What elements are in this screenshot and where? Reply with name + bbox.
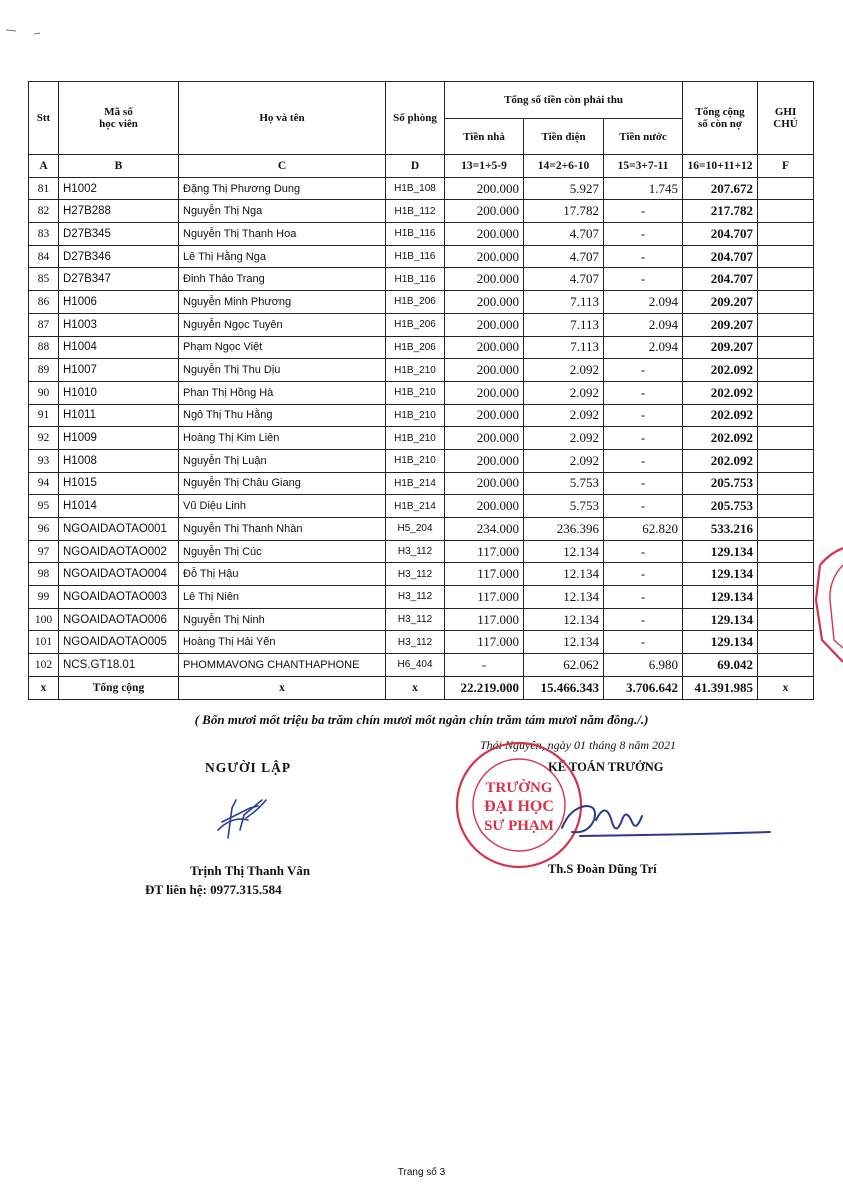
row-stt: 82 [29, 200, 59, 223]
row-tien-dien: 7.113 [524, 313, 604, 336]
row-tien-nuoc: - [604, 495, 683, 518]
row-tien-dien: 4.707 [524, 268, 604, 291]
row-code: D27B347 [59, 268, 179, 291]
row-room: H1B_112 [386, 200, 445, 223]
row-tong-cong: 209.207 [683, 336, 758, 359]
row-code: NCS.GT18.01 [59, 654, 179, 677]
row-name: Ngô Thị Thu Hằng [179, 404, 386, 427]
row-tien-nuoc: 2.094 [604, 291, 683, 314]
row-room: H1B_108 [386, 177, 445, 200]
row-tien-nha: 200.000 [445, 245, 524, 268]
row-tien-dien: 236.396 [524, 518, 604, 541]
row-tien-nuoc: - [604, 586, 683, 609]
row-tien-nuoc: - [604, 223, 683, 246]
page-footer: Trang số 3 [397, 1167, 446, 1178]
row-tong-cong: 202.092 [683, 404, 758, 427]
row-tong-cong: 129.134 [683, 563, 758, 586]
row-tien-nha: 117.000 [445, 586, 524, 609]
scan-marks [6, 30, 40, 34]
row-stt: 88 [29, 336, 59, 359]
row-stt: 98 [29, 563, 59, 586]
row-code: H1010 [59, 381, 179, 404]
header-tien-nha: Tiền nhà [445, 119, 524, 155]
row-code: H1009 [59, 427, 179, 450]
row-tong-cong: 205.753 [683, 472, 758, 495]
index-cell: A [29, 155, 59, 178]
row-room: H1B_210 [386, 427, 445, 450]
row-code: H27B288 [59, 200, 179, 223]
row-code: NGOAIDAOTAO003 [59, 586, 179, 609]
row-tong-cong: 204.707 [683, 223, 758, 246]
row-tien-dien: 5.927 [524, 177, 604, 200]
row-code: NGOAIDAOTAO006 [59, 608, 179, 631]
row-name: Đặng Thị Phương Dung [179, 177, 386, 200]
row-room: H1B_214 [386, 495, 445, 518]
row-stt: 93 [29, 449, 59, 472]
row-tien-nuoc: - [604, 631, 683, 654]
row-code: NGOAIDAOTAO001 [59, 518, 179, 541]
row-tong-cong: 207.672 [683, 177, 758, 200]
row-tong-cong: 217.782 [683, 200, 758, 223]
row-tien-dien: 5.753 [524, 495, 604, 518]
row-room: H3_112 [386, 586, 445, 609]
row-code: D27B345 [59, 223, 179, 246]
row-room: H5_204 [386, 518, 445, 541]
row-tien-dien: 17.782 [524, 200, 604, 223]
row-tong-cong: 202.092 [683, 359, 758, 382]
row-stt: 91 [29, 404, 59, 427]
row-tien-dien: 12.134 [524, 540, 604, 563]
row-name: Nguyễn Ngọc Tuyên [179, 313, 386, 336]
row-stt: 85 [29, 268, 59, 291]
row-tien-nha: 117.000 [445, 540, 524, 563]
row-tien-nuoc: - [604, 540, 683, 563]
row-room: H3_112 [386, 563, 445, 586]
row-room: H1B_210 [386, 359, 445, 382]
date-line: Thái Nguyên, ngày 01 tháng 8 năm 2021 [480, 738, 676, 752]
row-tien-nuoc: 1.745 [604, 177, 683, 200]
row-tien-dien: 2.092 [524, 427, 604, 450]
row-code: H1008 [59, 449, 179, 472]
row-code: D27B346 [59, 245, 179, 268]
index-cell: 16=10+11+12 [683, 155, 758, 178]
preparer-title: NGƯỜI LẬP [205, 760, 292, 775]
row-tien-nha: 200.000 [445, 291, 524, 314]
accountant-signature [562, 806, 770, 836]
row-room: H6_404 [386, 654, 445, 677]
row-code: H1015 [59, 472, 179, 495]
accountant-title: KẾ TOÁN TRƯỞNG [548, 760, 664, 774]
row-tien-dien: 12.134 [524, 563, 604, 586]
row-tien-nha: 200.000 [445, 177, 524, 200]
row-name: Lê Thị Hằng Nga [179, 245, 386, 268]
row-room: H1B_210 [386, 381, 445, 404]
row-tong-cong: 129.134 [683, 540, 758, 563]
row-tien-nuoc: - [604, 563, 683, 586]
totals-name: x [179, 676, 386, 699]
row-tien-dien: 4.707 [524, 223, 604, 246]
index-cell: D [386, 155, 445, 178]
row-tien-nuoc: - [604, 472, 683, 495]
row-stt: 87 [29, 313, 59, 336]
row-name: Nguyễn Thị Thu Dịu [179, 359, 386, 382]
totals-label: Tổng cộng [59, 676, 179, 699]
row-name: Đỗ Thị Hậu [179, 563, 386, 586]
row-name: Nguyễn Thị Cúc [179, 540, 386, 563]
row-tien-nuoc: 2.094 [604, 336, 683, 359]
row-tien-nha: 200.000 [445, 449, 524, 472]
amount-in-words: ( Bốn mươi mốt triệu ba trăm chín mươi mốt ngàn chín trăm tám mươi năm đồng./.) [194, 712, 649, 727]
row-tong-cong: 533.216 [683, 518, 758, 541]
row-tien-nha: 200.000 [445, 427, 524, 450]
row-tien-dien: 2.092 [524, 404, 604, 427]
row-name: Nguyễn Thị Thanh Hoa [179, 223, 386, 246]
row-tien-dien: 4.707 [524, 245, 604, 268]
header-group: Tổng số tiền còn phải thu [445, 82, 683, 119]
row-stt: 81 [29, 177, 59, 200]
row-stt: 99 [29, 586, 59, 609]
row-room: H1B_206 [386, 336, 445, 359]
row-tien-nuoc: 6.980 [604, 654, 683, 677]
index-cell: 13=1+5-9 [445, 155, 524, 178]
row-name: Nguyễn Thị Nga [179, 200, 386, 223]
row-tien-dien: 7.113 [524, 291, 604, 314]
row-tong-cong: 129.134 [683, 608, 758, 631]
row-tien-nha: 200.000 [445, 359, 524, 382]
row-stt: 89 [29, 359, 59, 382]
header-tien-dien: Tiền điện [524, 119, 604, 155]
row-stt: 102 [29, 654, 59, 677]
preparer-phone: ĐT liên hệ: 0977.315.584 [145, 882, 282, 897]
row-code: NGOAIDAOTAO002 [59, 540, 179, 563]
header-tong-cong: Tổng cộng số còn nợ [683, 82, 758, 155]
totals-stt: x [29, 676, 59, 699]
row-name: Nguyễn Minh Phương [179, 291, 386, 314]
row-room: H3_112 [386, 540, 445, 563]
row-tien-nha: 200.000 [445, 336, 524, 359]
row-code: H1006 [59, 291, 179, 314]
row-tien-nha: 200.000 [445, 200, 524, 223]
row-tien-dien: 12.134 [524, 608, 604, 631]
row-tien-nha: 200.000 [445, 313, 524, 336]
row-tien-nha: 117.000 [445, 608, 524, 631]
row-tien-dien: 5.753 [524, 472, 604, 495]
row-tien-dien: 2.092 [524, 449, 604, 472]
row-code: H1002 [59, 177, 179, 200]
row-code: H1007 [59, 359, 179, 382]
totals-tien-nha: 22.219.000 [445, 676, 524, 699]
row-tien-nha: 117.000 [445, 631, 524, 654]
seal-line-3: SƯ PHẠM [484, 818, 554, 834]
row-tien-nha: 200.000 [445, 404, 524, 427]
seal-stamp [457, 743, 581, 867]
row-name: Phạm Ngọc Việt [179, 336, 386, 359]
row-room: H1B_116 [386, 245, 445, 268]
row-tien-nha: 200.000 [445, 381, 524, 404]
row-tien-nuoc: 62.820 [604, 518, 683, 541]
header-ho-ten: Họ và tên [179, 82, 386, 155]
row-code: NGOAIDAOTAO005 [59, 631, 179, 654]
row-stt: 84 [29, 245, 59, 268]
row-tien-nha: 234.000 [445, 518, 524, 541]
row-room: H3_112 [386, 608, 445, 631]
row-tong-cong: 69.042 [683, 654, 758, 677]
row-stt: 90 [29, 381, 59, 404]
preparer-signature [218, 800, 266, 838]
row-name: Phan Thị Hồng Hà [179, 381, 386, 404]
index-cell: C [179, 155, 386, 178]
row-code: H1014 [59, 495, 179, 518]
row-tien-nuoc: - [604, 381, 683, 404]
row-code: NGOAIDAOTAO004 [59, 563, 179, 586]
row-room: H1B_116 [386, 223, 445, 246]
row-tien-nha: 200.000 [445, 495, 524, 518]
row-code: H1003 [59, 313, 179, 336]
row-tien-dien: 62.062 [524, 654, 604, 677]
accountant-name: Th.S Đoàn Dũng Trí [548, 862, 657, 876]
row-stt: 92 [29, 427, 59, 450]
preparer-name: Trịnh Thị Thanh Vân [190, 863, 311, 878]
index-cell: 14=2+6-10 [524, 155, 604, 178]
row-tong-cong: 202.092 [683, 427, 758, 450]
row-stt: 95 [29, 495, 59, 518]
row-stt: 101 [29, 631, 59, 654]
row-tien-nuoc: - [604, 404, 683, 427]
row-tong-cong: 204.707 [683, 268, 758, 291]
totals-ghi-chu: x [758, 676, 814, 699]
row-tien-nuoc: - [604, 608, 683, 631]
index-cell: 15=3+7-11 [604, 155, 683, 178]
row-tien-nuoc: - [604, 268, 683, 291]
row-name: Hoàng Thị Kim Liên [179, 427, 386, 450]
row-name: Đinh Thảo Trang [179, 268, 386, 291]
row-tien-nuoc: - [604, 449, 683, 472]
row-tien-nuoc: - [604, 359, 683, 382]
row-stt: 96 [29, 518, 59, 541]
seal-line-1: TRƯỜNG [485, 780, 553, 796]
row-name: Hoàng Thị Hải Yến [179, 631, 386, 654]
header-ghi-chu: GHI CHÚ [758, 82, 814, 155]
row-name: Nguyễn Thị Ninh [179, 608, 386, 631]
row-stt: 83 [29, 223, 59, 246]
row-tien-dien: 12.134 [524, 586, 604, 609]
row-stt: 86 [29, 291, 59, 314]
row-tong-cong: 209.207 [683, 291, 758, 314]
row-tong-cong: 209.207 [683, 313, 758, 336]
row-tong-cong: 202.092 [683, 449, 758, 472]
row-name: Nguyễn Thị Châu Giang [179, 472, 386, 495]
row-tien-dien: 2.092 [524, 381, 604, 404]
row-name: Nguyễn Thị Luận [179, 449, 386, 472]
row-tien-dien: 12.134 [524, 631, 604, 654]
row-tong-cong: 129.134 [683, 631, 758, 654]
row-room: H1B_206 [386, 313, 445, 336]
header-stt: Stt [29, 82, 59, 155]
row-code: H1011 [59, 404, 179, 427]
row-name: Nguyễn Thị Thanh Nhàn [179, 518, 386, 541]
totals-tong-cong: 41.391.985 [683, 676, 758, 699]
row-tien-nha: 117.000 [445, 563, 524, 586]
row-room: H1B_214 [386, 472, 445, 495]
totals-tien-nuoc: 3.706.642 [604, 676, 683, 699]
row-name: Vũ Diệu Linh [179, 495, 386, 518]
row-tong-cong: 205.753 [683, 495, 758, 518]
row-tien-nuoc: - [604, 427, 683, 450]
totals-room: x [386, 676, 445, 699]
row-name: PHOMMAVONG CHANTHAPHONE [179, 654, 386, 677]
right-edge-seal [816, 548, 843, 662]
row-code: H1004 [59, 336, 179, 359]
row-room: H1B_206 [386, 291, 445, 314]
header-tien-nuoc: Tiền nước [604, 119, 683, 155]
row-room: H1B_210 [386, 404, 445, 427]
row-tien-nha: - [445, 654, 524, 677]
index-cell: B [59, 155, 179, 178]
header-ma-so: Mã số học viên [59, 82, 179, 155]
header-so-phong: Số phòng [386, 82, 445, 155]
row-stt: 97 [29, 540, 59, 563]
row-tong-cong: 129.134 [683, 586, 758, 609]
row-tien-nuoc: 2.094 [604, 313, 683, 336]
row-room: H1B_210 [386, 449, 445, 472]
row-tien-nuoc: - [604, 245, 683, 268]
row-tien-nuoc: - [604, 200, 683, 223]
row-stt: 100 [29, 608, 59, 631]
totals-tien-dien: 15.466.343 [524, 676, 604, 699]
row-room: H3_112 [386, 631, 445, 654]
row-tien-nha: 200.000 [445, 223, 524, 246]
seal-line-2: ĐẠI HỌC [484, 798, 554, 815]
row-stt: 94 [29, 472, 59, 495]
row-room: H1B_116 [386, 268, 445, 291]
row-tong-cong: 202.092 [683, 381, 758, 404]
row-tien-nha: 200.000 [445, 472, 524, 495]
row-name: Lê Thị Niên [179, 586, 386, 609]
row-tien-dien: 2.092 [524, 359, 604, 382]
index-cell: F [758, 155, 814, 178]
row-tien-nha: 200.000 [445, 268, 524, 291]
row-tong-cong: 204.707 [683, 245, 758, 268]
row-tien-dien: 7.113 [524, 336, 604, 359]
